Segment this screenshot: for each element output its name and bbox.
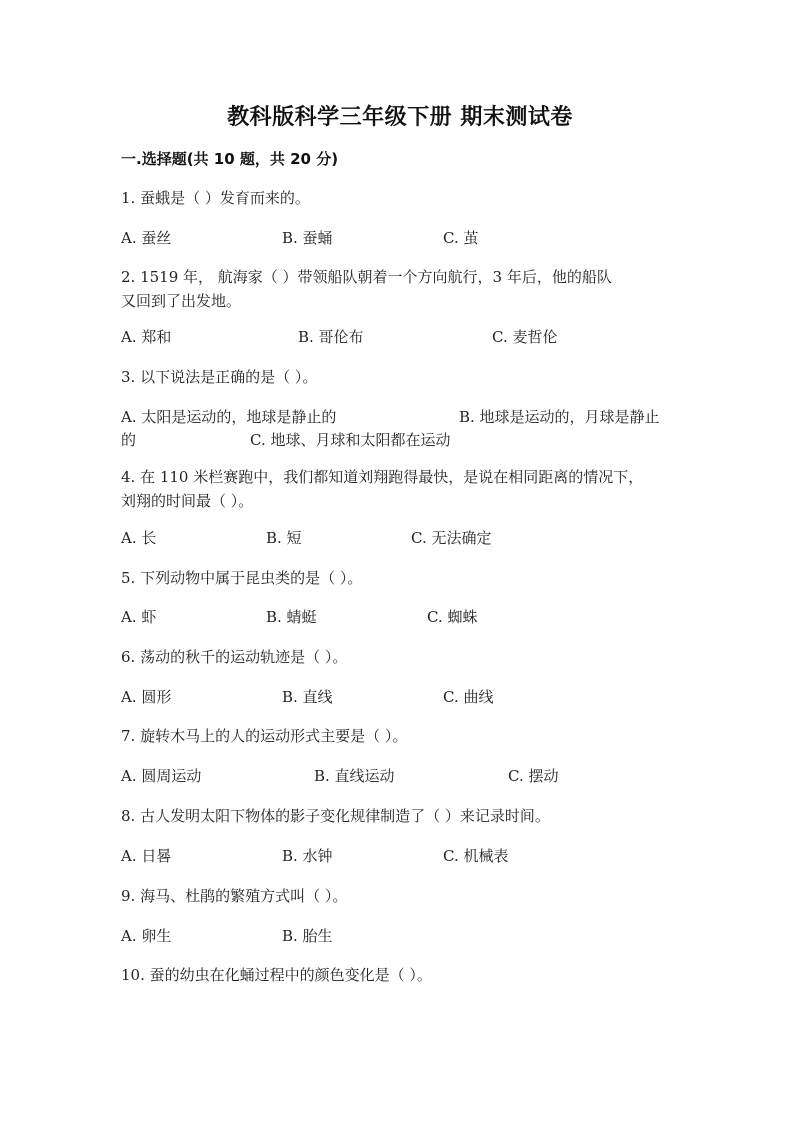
question-6-stem: 6. 荡动的秋千的运动轨迹是（ ）。 bbox=[121, 648, 348, 666]
question-7-option-b: B. 直线运动 bbox=[314, 767, 395, 785]
question-4-option-c: C. 无法确定 bbox=[411, 529, 492, 547]
question-8-stem: 8. 古人发明太阳下物体的影子变化规律制造了（ ）来记录时间。 bbox=[121, 807, 550, 825]
question-6-option-a: A. 圆形 bbox=[121, 688, 172, 706]
question-8-option-b: B. 水钟 bbox=[282, 847, 333, 865]
question-1-stem: 1. 蚕蛾是（ ）发育而来的。 bbox=[121, 189, 310, 207]
question-2-option-c: C. 麦哲伦 bbox=[492, 328, 558, 346]
question-8-option-a: A. 日晷 bbox=[121, 847, 172, 865]
question-5-option-c: C. 蜘蛛 bbox=[427, 608, 478, 626]
question-2-stem-line-1: 2. 1519 年， 航海家（ ）带领船队朝着一个方向航行，3 年后，他的船队 bbox=[121, 268, 612, 286]
question-4-option-b: B. 短 bbox=[266, 529, 302, 547]
question-6-option-c: C. 曲线 bbox=[443, 688, 494, 706]
question-5-option-a: A. 虾 bbox=[121, 608, 157, 626]
question-7-option-c: C. 摆动 bbox=[508, 767, 559, 785]
question-3-option-b: B. 地球是运动的，月球是静止 bbox=[459, 408, 660, 426]
question-3-option-b-wrap: 的 bbox=[121, 431, 137, 449]
question-5-option-b: B. 蜻蜓 bbox=[266, 608, 317, 626]
question-10-stem: 10. 蚕的幼虫在化蛹过程中的颜色变化是（ ）。 bbox=[121, 966, 432, 984]
question-9-option-b: B. 胎生 bbox=[282, 927, 333, 945]
question-1-option-b: B. 蚕蛹 bbox=[282, 229, 333, 247]
exam-title: 教科版科学三年级下册 期末测试卷 bbox=[227, 105, 573, 130]
question-2-option-b: B. 哥伦布 bbox=[298, 328, 364, 346]
question-6-option-b: B. 直线 bbox=[282, 688, 333, 706]
question-2-option-a: A. 郑和 bbox=[121, 328, 172, 346]
question-1-option-c: C. 茧 bbox=[443, 229, 479, 247]
question-7-option-a: A. 圆周运动 bbox=[121, 767, 202, 785]
question-7-stem: 7. 旋转木马上的人的运动形式主要是（ ）。 bbox=[121, 727, 408, 745]
question-8-option-c: C. 机械表 bbox=[443, 847, 509, 865]
question-5-stem: 5. 下列动物中属于昆虫类的是（ ）。 bbox=[121, 569, 363, 587]
section-heading: 一.选择题(共 10 题，共 20 分) bbox=[121, 150, 339, 168]
question-3-option-a: A. 太阳是运动的，地球是静止的 bbox=[121, 408, 337, 426]
question-1-option-a: A. 蚕丝 bbox=[121, 229, 172, 247]
question-9-stem: 9. 海马、杜鹃的繁殖方式叫（ ）。 bbox=[121, 887, 348, 905]
question-9-option-a: A. 卵生 bbox=[121, 927, 172, 945]
question-4-option-a: A. 长 bbox=[121, 529, 157, 547]
question-3-stem: 3. 以下说法是正确的是（ ）。 bbox=[121, 368, 318, 386]
question-3-option-c: C. 地球、月球和太阳都在运动 bbox=[250, 431, 451, 449]
question-4-stem-line-2: 刘翔的时间最（ ）。 bbox=[121, 492, 254, 510]
question-4-stem-line-1: 4. 在 110 米栏赛跑中，我们都知道刘翔跑得最快，是说在相同距离的情况下， bbox=[121, 468, 644, 486]
question-2-stem-line-2: 又回到了出发地。 bbox=[121, 292, 242, 310]
